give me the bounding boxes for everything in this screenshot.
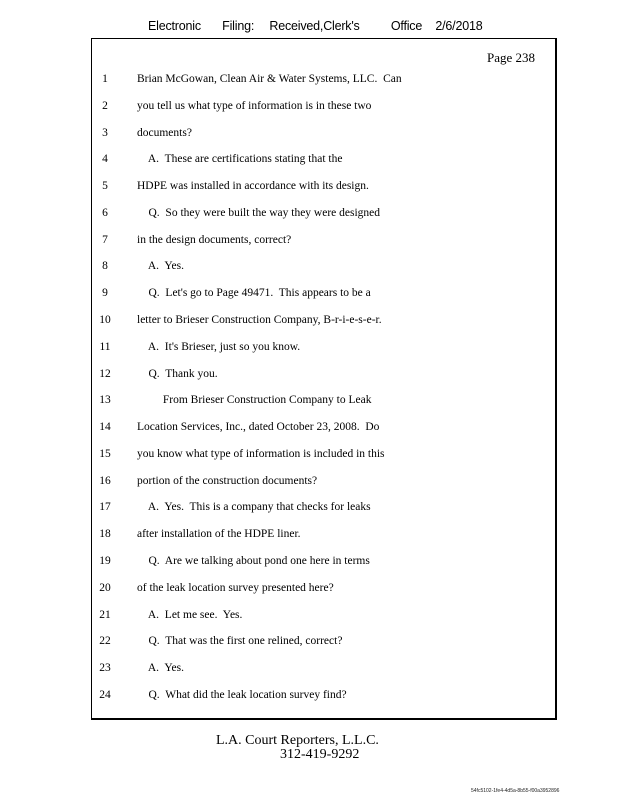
transcript-line	[0, 180, 618, 196]
transcript-line	[0, 207, 618, 223]
line-number: 12	[99, 367, 111, 380]
page-number: Page 238	[487, 50, 536, 65]
line-number: 14	[99, 421, 111, 434]
footer-company: L.A. Court Reporters, L.L.C.	[216, 733, 379, 748]
line-number: 22	[99, 635, 111, 648]
line-text: of the leak location survey presented here?	[137, 581, 334, 594]
line-number: 24	[99, 688, 111, 701]
transcript-line	[0, 448, 618, 464]
transcript-line	[0, 528, 618, 544]
line-text: you know what type of information is included in this	[137, 447, 385, 460]
line-text: A. It's Brieser, just so you know.	[137, 340, 301, 353]
transcript-line	[0, 394, 618, 410]
line-number: 9	[102, 287, 108, 300]
line-number: 18	[99, 528, 111, 541]
line-text: A. Yes.	[137, 260, 184, 273]
line-text: after installation of the HDPE liner.	[137, 528, 301, 541]
transcript-line	[0, 635, 618, 651]
line-text: HDPE was installed in accordance with its design.	[137, 180, 369, 193]
transcript-line	[0, 689, 618, 705]
line-number: 8	[102, 260, 108, 273]
line-text: Brian McGowan, Clean Air & Water Systems, LLC. Can	[137, 73, 402, 85]
filing-word-electronic: Electronic	[148, 19, 201, 33]
line-number: 19	[99, 555, 111, 568]
line-text: Q. Are we talking about pond one here in terms	[137, 555, 370, 568]
line-text: A. Let me see. Yes.	[137, 608, 243, 621]
line-number: 10	[99, 314, 111, 327]
line-text: Q. What did the leak location survey find?	[137, 688, 347, 701]
line-text: Q. Thank you.	[137, 367, 218, 380]
line-text: From Brieser Construction Company to Leak	[137, 394, 372, 407]
line-number: 13	[99, 394, 111, 407]
transcript-line	[0, 475, 618, 491]
filing-word-office: Office	[390, 19, 423, 33]
transcript-line	[0, 609, 618, 625]
line-text: Q. That was the first one relined, correct?	[137, 635, 343, 648]
transcript-line	[0, 662, 618, 678]
transcript-line	[0, 100, 618, 116]
transcript-line	[0, 368, 618, 384]
line-text: Location Services, Inc., dated October 23, 2008. Do	[137, 421, 380, 434]
transcript-line	[0, 73, 618, 89]
line-number: 4	[102, 153, 108, 166]
transcript-line	[0, 555, 618, 571]
transcript-line	[0, 153, 618, 169]
transcript-line	[0, 127, 618, 143]
line-number: 21	[99, 608, 111, 621]
transcript-line	[0, 234, 618, 250]
line-number: 16	[99, 474, 111, 487]
line-text: Q. Let's go to Page 49471. This appears to be a	[137, 287, 371, 300]
line-number: 23	[99, 662, 111, 675]
line-number: 6	[102, 206, 108, 219]
line-text: you tell us what type of information is in these two	[137, 99, 372, 112]
line-number: 17	[99, 501, 111, 514]
line-number: 20	[99, 581, 111, 594]
transcript-line	[0, 287, 618, 303]
line-text: A. Yes. This is a company that checks for leaks	[137, 501, 371, 514]
line-number: 5	[102, 180, 108, 193]
filing-date: 2/6/2018	[435, 19, 483, 33]
transcript-line	[0, 582, 618, 598]
line-text: in the design documents, correct?	[137, 233, 292, 246]
line-number: 11	[99, 340, 111, 353]
line-number: 1	[102, 73, 108, 85]
filing-word-filing: Filing:	[222, 19, 255, 33]
transcript-line	[0, 341, 618, 357]
line-text: A. Yes.	[137, 662, 184, 675]
line-number: 15	[99, 447, 111, 460]
line-text: Q. So they were built the way they were designed	[137, 206, 381, 219]
transcript-line	[0, 421, 618, 437]
line-number: 2	[102, 99, 108, 112]
filing-word-received: Received,Clerk's	[269, 19, 360, 33]
line-text: portion of the construction documents?	[137, 474, 318, 487]
transcript-line	[0, 501, 618, 517]
line-text: letter to Brieser Construction Company, B-r-i-e-s-e-r.	[137, 314, 382, 327]
document-id: 54fc5102-1fe4-4d5a-8b55-f00a3952896	[471, 788, 560, 794]
line-text: documents?	[137, 126, 192, 139]
line-number: 3	[102, 126, 108, 139]
line-number: 7	[102, 233, 108, 246]
footer-phone: 312-419-9292	[280, 747, 360, 762]
filing-stamp-header	[148, 19, 482, 33]
line-text: A. These are certifications stating that the	[137, 153, 343, 166]
transcript-line	[0, 314, 618, 330]
transcript-line	[0, 260, 618, 276]
